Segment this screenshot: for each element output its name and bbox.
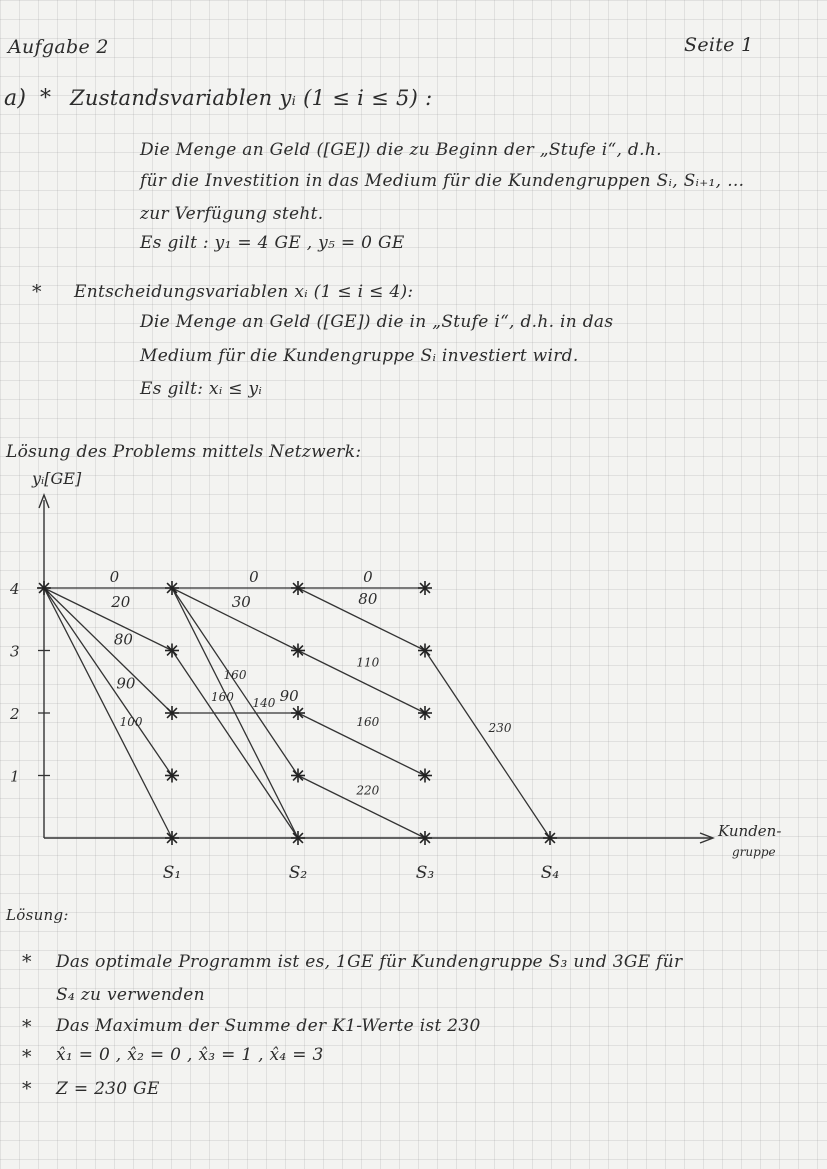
state-variables-title: Zustandsvariablen yᵢ (1 ≤ i ≤ 5) : [70,86,433,110]
solution-optimal-decisions: x̂₁ = 0 , x̂₂ = 0 , x̂₃ = 1 , x̂₄ = 3 [56,1045,324,1065]
edge-label: 80 [113,630,133,649]
decision-condition: Es gilt: xᵢ ≤ yᵢ [140,379,263,399]
edge-label: 230 [488,721,512,735]
network-edge [425,651,550,839]
edge-label: 0 [363,568,373,586]
network-node [291,644,305,658]
x-axis-label: Kunden- [718,822,782,840]
edge-label: 160 [223,667,247,682]
bullet-marker: * [22,1016,32,1038]
stage-label: S₄ [540,863,560,883]
network-node [418,581,432,595]
network-node [165,769,179,783]
edge-label: 100 [119,714,143,729]
solution-program: Das optimale Programm ist es, 1GE für Kundengruppe S₃ und 3GE für [56,952,683,972]
edge-label: 90 [279,686,299,705]
bullet-marker: * [22,951,32,973]
edge-label: 80 [358,589,378,608]
edge-label: 20 [111,593,131,611]
state-description-line3: zur Verfügung steht. [140,204,324,224]
edge-label: 90 [116,674,136,693]
bullet-marker: * [22,1046,32,1068]
state-condition: Es gilt : y₁ = 4 GE , y₅ = 0 GE [140,233,405,253]
solution-objective: Z = 230 GE [56,1079,160,1099]
stage-label: S₂ [288,863,308,883]
solution-maximum: Das Maximum der Summe der K1-Werte ist 230 [56,1016,481,1036]
network-node [418,769,432,783]
decision-variables-title: Entscheidungsvariablen xᵢ (1 ≤ i ≤ 4): [74,282,414,302]
state-description-line2: für die Investition in das Medium für die Kundengruppen Sᵢ, Sᵢ₊₁, … [140,171,745,191]
network-node [543,831,557,845]
edge-label: 140 [252,696,276,710]
network-node [165,644,179,658]
network-edge [44,588,172,776]
x-axis-label-line2: gruppe [732,845,776,859]
network-node [418,706,432,720]
edge-label: 220 [356,783,380,798]
edge-label: 0 [109,568,120,586]
part-label: a) [4,86,27,111]
edge-label: 160 [210,689,234,704]
decision-description-line1: Die Menge an Geld ([GE]) die in „Stufe i“, d.h. in das [140,312,614,332]
stage-label: S₃ [415,863,435,883]
y-tick-label: 3 [10,642,20,661]
network-node [165,581,179,595]
network-node [418,831,432,845]
network-edge [44,588,172,838]
state-description-line1: Die Menge an Geld ([GE]) die zu Beginn der „Stufe i“, d.h. [140,140,662,160]
bullet-marker: * [40,86,52,111]
network-edge [44,588,172,713]
network-node [291,769,305,783]
bullet-marker: * [32,281,42,303]
y-tick-label: 1 [10,767,20,786]
network-heading: Lösung des Problems mittels Netzwerk: [6,442,362,462]
solution-program-cont: S₄ zu verwenden [56,985,205,1005]
y-axis-label: yᵢ[GE] [32,469,82,488]
task-title: Aufgabe 2 [8,36,109,58]
network-node [165,706,179,720]
y-tick-label: 4 [10,580,20,598]
network-node [37,581,51,595]
bullet-marker: * [22,1078,32,1100]
network-node [291,706,305,720]
network-edge [44,588,172,651]
edge-label: 0 [249,568,259,586]
network-node [291,581,305,595]
network-node [418,644,432,658]
decision-description-line2: Medium für die Kundengruppe Sᵢ investiert wird. [140,346,579,366]
edge-label: 160 [356,714,380,729]
y-tick-label: 2 [10,705,20,723]
solution-label: Lösung: [6,906,69,924]
network-node [291,831,305,845]
page-number: Seite 1 [684,34,754,56]
stage-label: S₁ [162,863,182,883]
network-node [165,831,179,845]
edge-label: 30 [231,593,251,611]
edge-label: 110 [356,655,380,670]
